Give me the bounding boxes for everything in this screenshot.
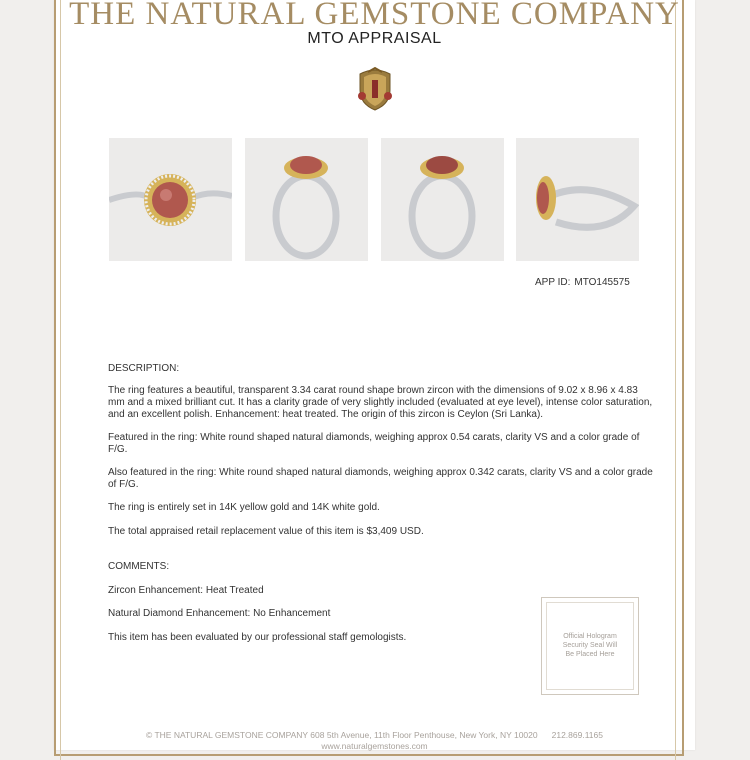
description-paragraph-4: The ring is entirely set in 14K yellow gold and 14K white gold. bbox=[108, 502, 380, 513]
description-paragraph-1: The ring features a beautiful, transparent 3.34 carat round shape brown zircon with the dimensions of 9.02 x 8.96 x 4.83 mm and a mixed brilliant cut. It has a clarity grade of very slightly included (evaluated at eye level), intense color saturation, and an excellent polish. Enhancement: heat treated. The origin of this zircon is Ceylon (Sri Lanka). bbox=[108, 385, 653, 420]
comment-line-1: Zircon Enhancement: Heat Treated bbox=[108, 585, 264, 596]
ring-photo-side-view bbox=[516, 138, 639, 261]
company-crest-logo bbox=[354, 66, 396, 112]
comment-line-2: Natural Diamond Enhancement: No Enhancement bbox=[108, 608, 331, 619]
footer-contact bbox=[54, 730, 695, 741]
app-id-value: MTO145575 bbox=[574, 277, 630, 288]
comments-heading: COMMENTS: bbox=[108, 561, 170, 572]
footer-phone: 212.869.1165 bbox=[551, 730, 603, 740]
footer-website-link[interactable]: www.naturalgemstones.com bbox=[321, 741, 428, 751]
description-paragraph-5: The total appraised retail replacement value of this item is $3,409 USD. bbox=[108, 526, 424, 537]
footer-address: © THE NATURAL GEMSTONE COMPANY 608 5th Avenue, 11th Floor Penthouse, New York, NY 10020 bbox=[145, 730, 538, 740]
footer bbox=[54, 730, 695, 752]
appraisal-id bbox=[535, 277, 630, 288]
description-paragraph-2: Featured in the ring: White round shaped natural diamonds, weighing approx 0.54 carats, clarity VS and a color grade of F/G. bbox=[108, 432, 640, 455]
app-id-label: APP ID: bbox=[535, 277, 571, 288]
hologram-seal-placeholder bbox=[541, 597, 639, 695]
seal-text: Official Hologram Security Seal Will Be Placed Here bbox=[562, 633, 618, 658]
ring-photo-top-view bbox=[109, 138, 232, 261]
description-heading: DESCRIPTION: bbox=[108, 363, 180, 374]
company-name: THE NATURAL GEMSTONE COMPANY bbox=[69, 0, 680, 32]
appraisal-page bbox=[54, 0, 695, 750]
ring-photo-back-view bbox=[381, 138, 504, 261]
document-title: MTO APPRAISAL bbox=[307, 30, 442, 47]
ring-photo-front-view bbox=[245, 138, 368, 261]
description-paragraph-3: Also featured in the ring: White round shaped natural diamonds, weighing approx 0.342 carats, clarity VS and a color grade of F/G. bbox=[108, 467, 653, 490]
comment-line-3: This item has been evaluated by our professional staff gemologists. bbox=[108, 632, 407, 643]
